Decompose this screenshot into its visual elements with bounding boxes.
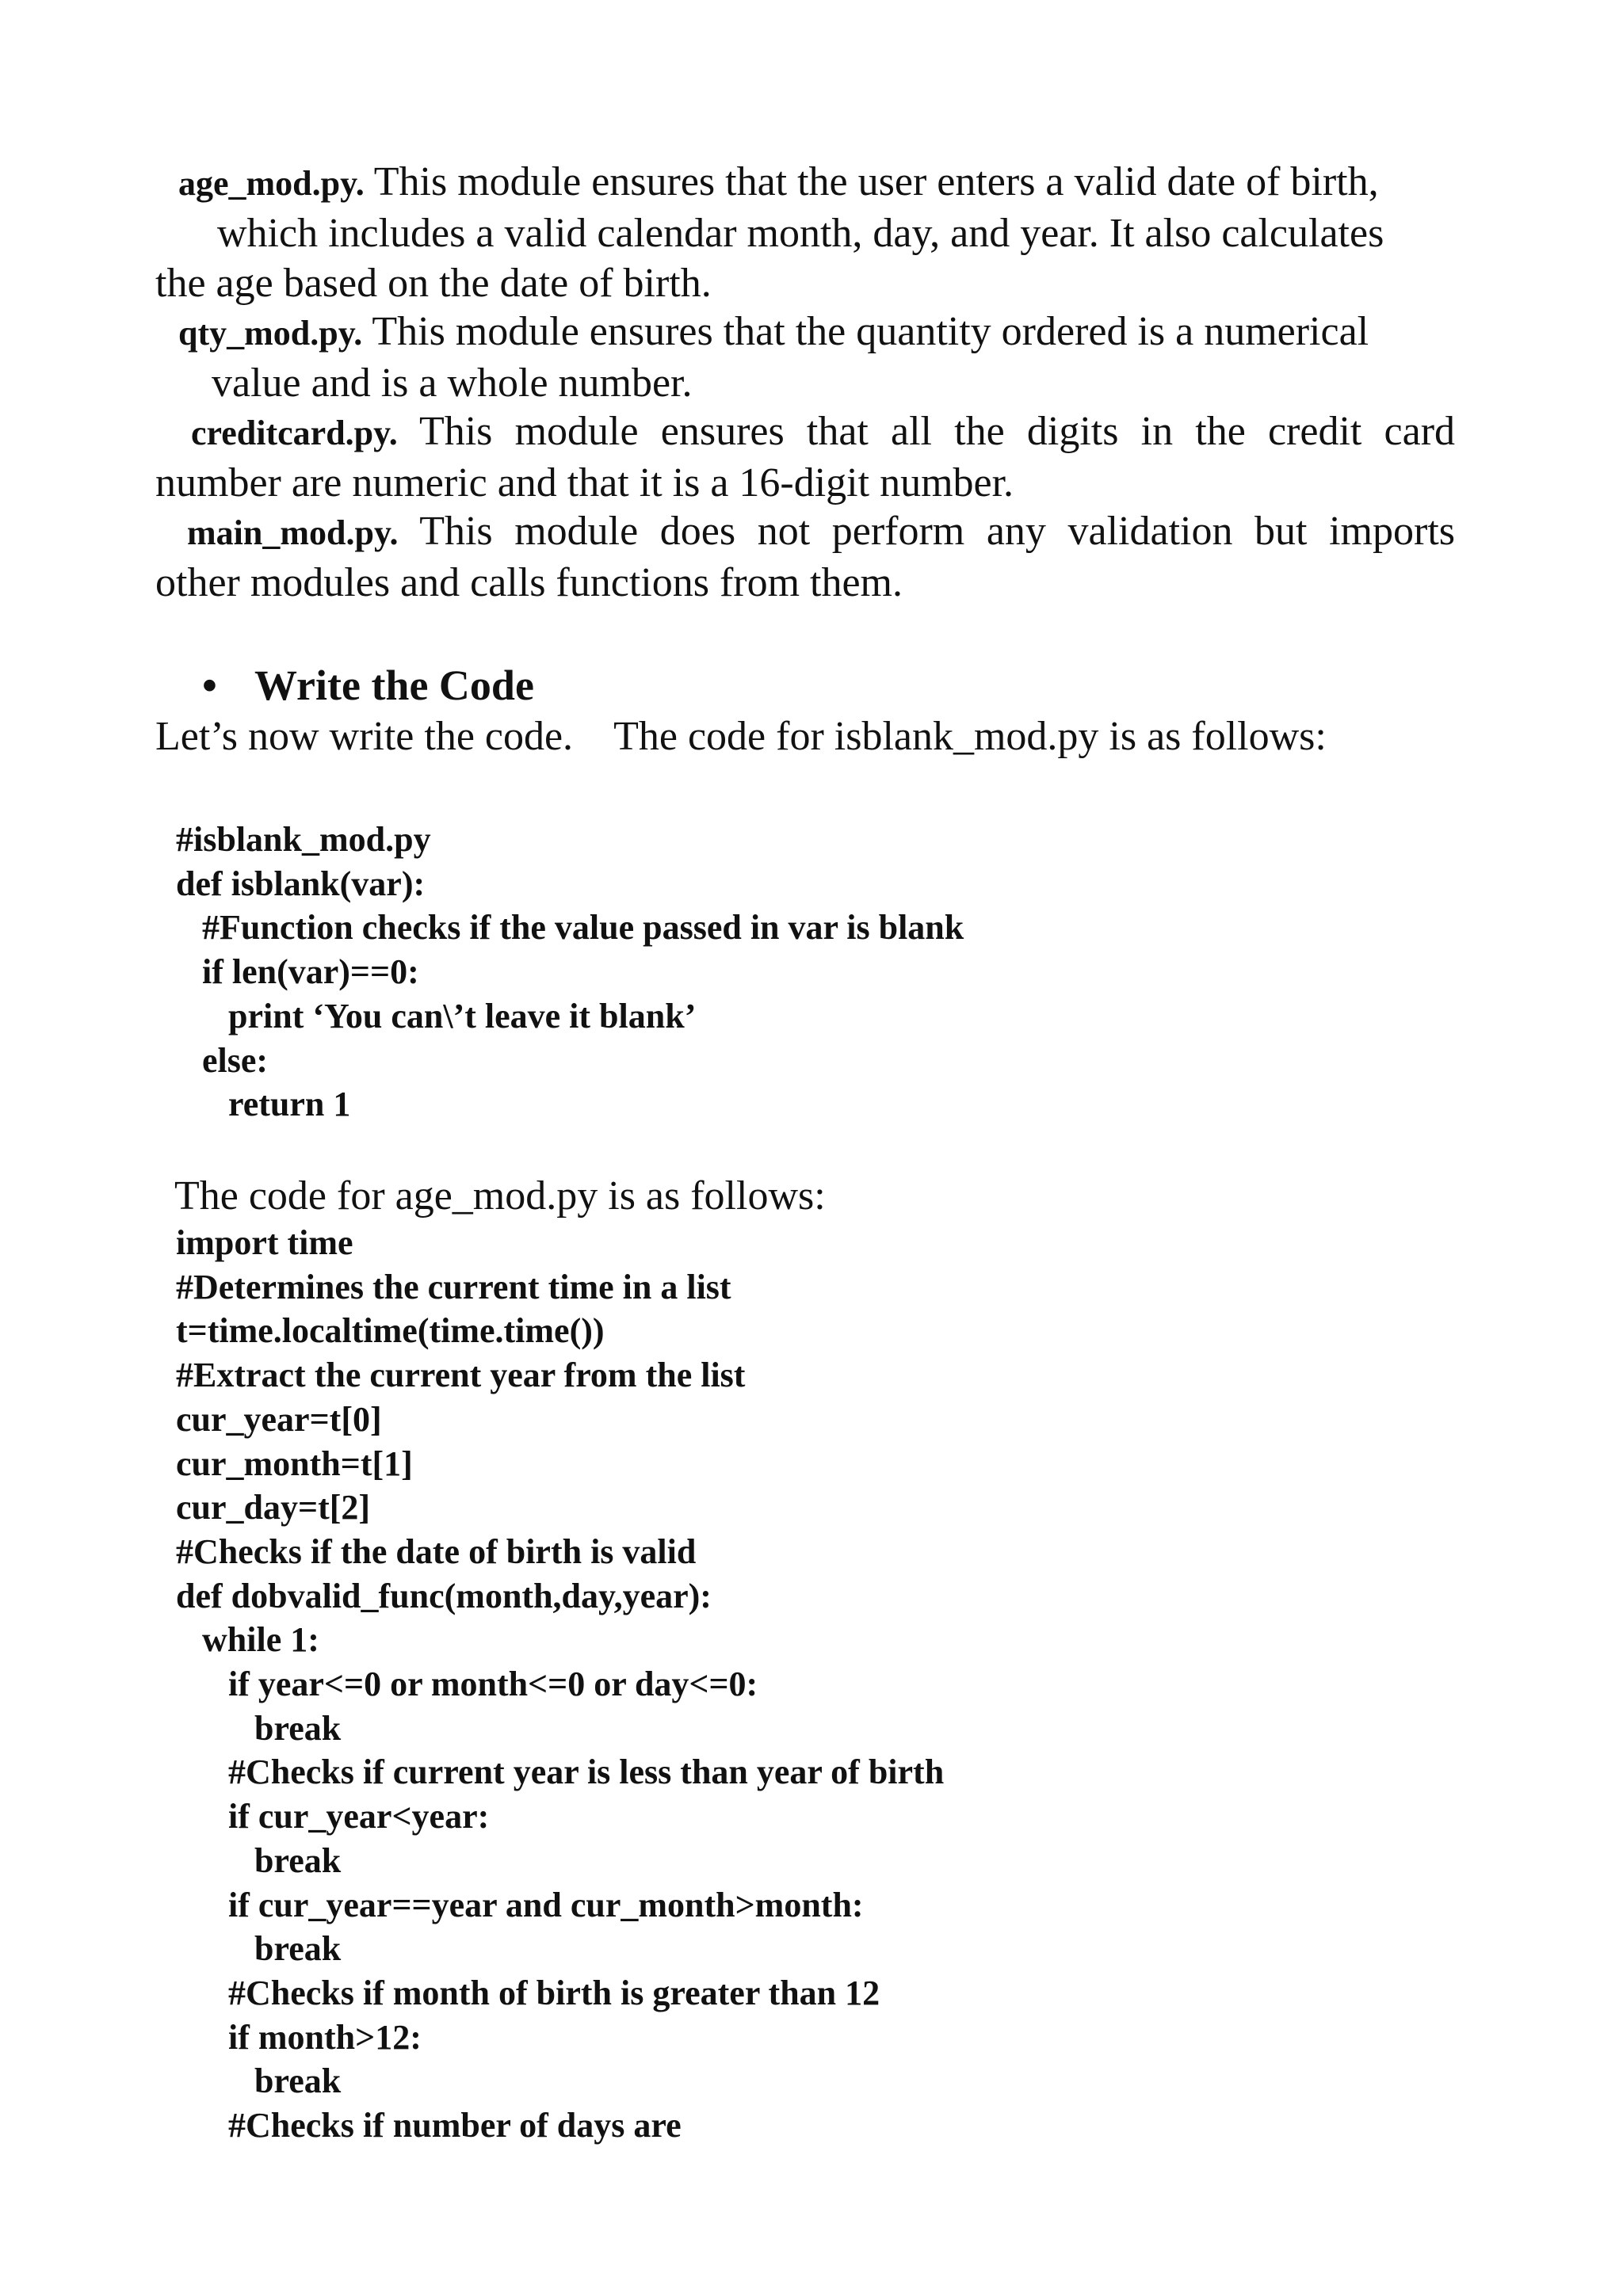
module-description-qty-mod — [155, 307, 1455, 408]
code-line: #Checks if month of birth is greater than 12 — [176, 1973, 880, 2012]
code-line: #Function checks if the value passed in var is blank — [176, 908, 964, 948]
intro-text: Let’s now write the code. The code for isblank_mod.py is as follows: — [155, 714, 1327, 759]
module-text-line: This module ensures that all the digits in the credit card — [418, 409, 1456, 454]
code-line: if month>12: — [176, 2017, 422, 2057]
code-block-isblank — [176, 818, 964, 1127]
module-text-line: This module does not perform any validation but imports — [419, 509, 1455, 554]
code-line: break — [176, 2061, 342, 2101]
code-line: cur_year=t[0] — [176, 1399, 382, 1439]
code-line: return 1 — [176, 1085, 351, 1124]
code-line: break — [176, 1929, 342, 1969]
module-text-line: which includes a valid calendar month, day, and year. It also calculates — [217, 211, 1384, 256]
module-text-line: This module ensures that the quantity ordered is a numerical — [372, 309, 1369, 354]
code-line: cur_month=t[1] — [176, 1444, 413, 1483]
module-text-line: other modules and calls functions from them. — [155, 560, 903, 605]
bullet-symbol: • — [202, 662, 217, 709]
module-description-creditcard — [155, 406, 1455, 508]
module-term: main_mod.py. — [187, 513, 399, 552]
code-line: #Extract the current year from the list — [176, 1356, 746, 1395]
code-line: if cur_year<year: — [176, 1797, 490, 1836]
age-intro-text: The code for age_mod.py is as follows: — [174, 1173, 826, 1219]
code-line: t=time.localtime(time.time()) — [176, 1311, 605, 1351]
code-line: #Checks if number of days are — [176, 2106, 682, 2145]
module-text-line: the age based on the date of birth. — [155, 261, 712, 306]
code-line: if cur_year==year and cur_month>month: — [176, 1885, 864, 1924]
code-line: if len(var)==0: — [176, 952, 419, 992]
code-line: break — [176, 1840, 342, 1880]
code-line: def dobvalid_func(month,day,year): — [176, 1576, 712, 1615]
code-line: if year<=0 or month<=0 or day<=0: — [176, 1665, 758, 1704]
module-term: qty_mod.py. — [178, 314, 363, 353]
code-line: import time — [176, 1223, 353, 1262]
code-line: else: — [176, 1040, 269, 1080]
code-line: print ‘You can\’t leave it blank’ — [176, 996, 697, 1035]
code-block-age-mod — [176, 1221, 944, 2148]
module-description-main-mod — [155, 506, 1455, 608]
module-text-line: number are numeric and that it is a 16-digit number. — [155, 460, 1014, 505]
module-description-age-mod — [155, 157, 1455, 308]
code-line: #Determines the current time in a list — [176, 1267, 731, 1306]
module-term: age_mod.py. — [178, 164, 365, 203]
code-line: while 1: — [176, 1620, 319, 1660]
section-heading — [202, 659, 534, 711]
module-text-line: value and is a whole number. — [212, 360, 693, 406]
code-line: break — [176, 1708, 342, 1748]
module-term: creditcard.py. — [191, 414, 398, 452]
code-line: cur_day=t[2] — [176, 1488, 371, 1527]
code-line: #isblank_mod.py — [176, 820, 431, 859]
code-line: def isblank(var): — [176, 864, 426, 903]
code-line: #Checks if current year is less than year of birth — [176, 1753, 945, 1792]
module-text-line: This module ensures that the user enters a valid date of birth, — [373, 159, 1379, 204]
code-line: #Checks if the date of birth is valid — [176, 1531, 697, 1571]
section-heading-text: Write the Code — [254, 662, 534, 709]
